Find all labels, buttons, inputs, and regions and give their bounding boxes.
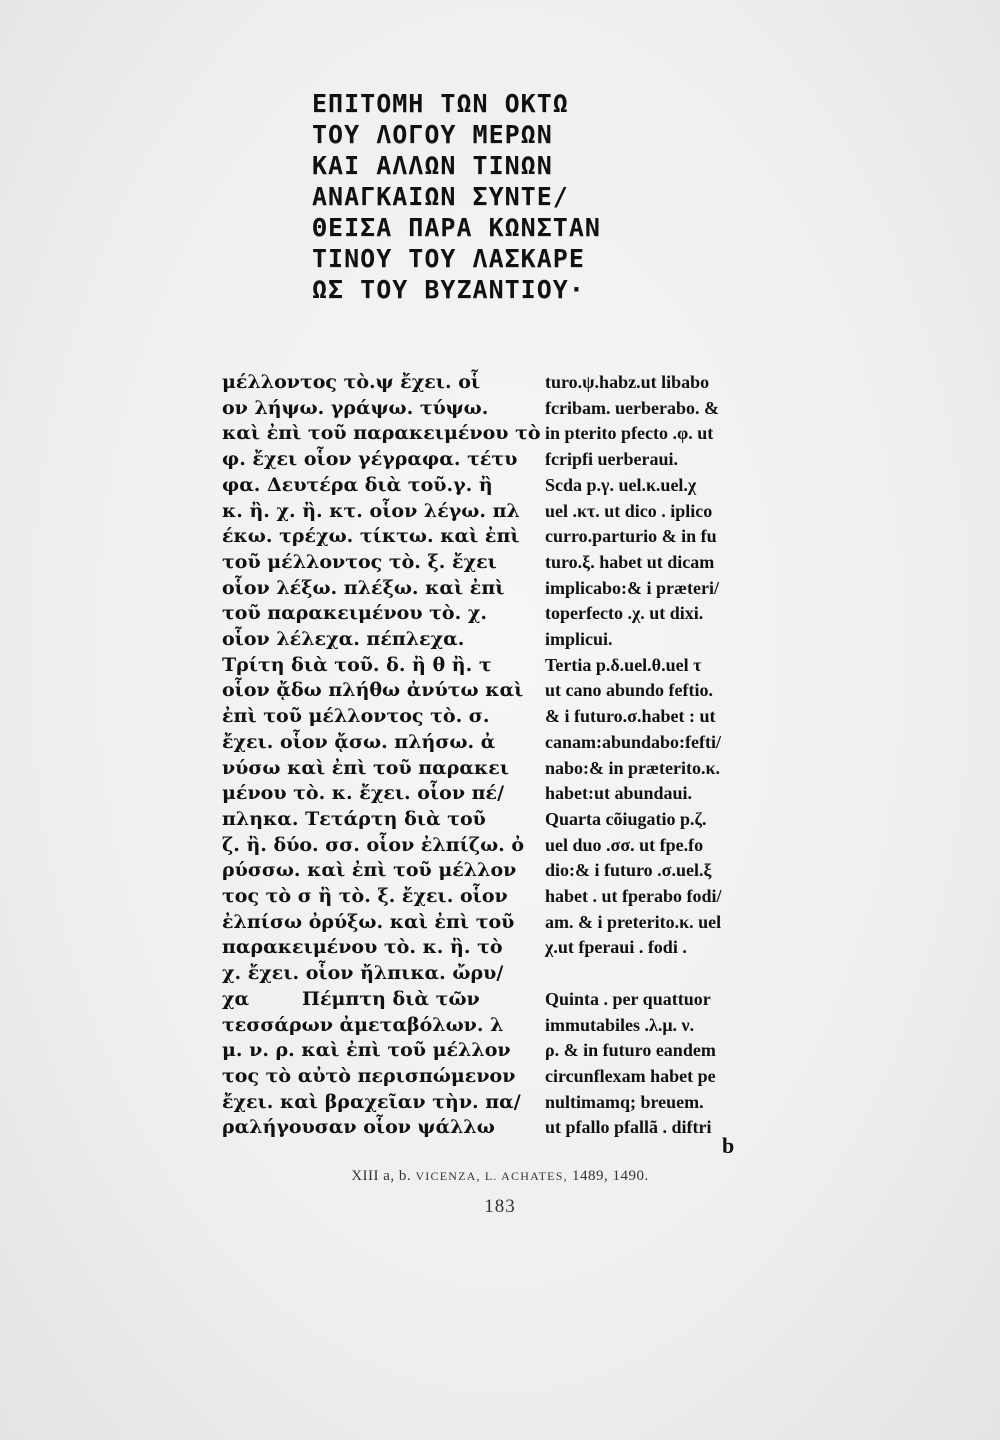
latin-text-line: dio:& i futuro .σ.uel.ξ — [545, 860, 712, 881]
greek-text-line: χ. ἔχει. οἷον ἤλπικα. ὤρυ/ — [222, 962, 504, 985]
greek-text-line: ζ. ἢ. δύο. σσ. οἷον ἐλπίζω. ὀ — [222, 833, 525, 856]
latin-text-line: turo.ξ. habet ut dicam — [545, 551, 715, 572]
greek-text-line: ἔχει. οἷον ᾄσω. πλήσω. ἀ — [222, 730, 496, 753]
greek-text-line: ραλήγουσαν οἷον ψάλλω — [222, 1116, 495, 1139]
title-line: ΚΑΙ ΑΛΛΩΝ ΤΙΝΩΝ — [312, 151, 553, 180]
greek-text-line: ρύσσω. καὶ ἐπὶ τοῦ μέλλον — [222, 859, 517, 882]
greek-title-block — [312, 88, 662, 305]
latin-text-line: am. & i preterito.κ. uel — [545, 911, 722, 932]
greek-text-line: πληκα. Τετάρτη διὰ τοῦ — [222, 807, 486, 830]
greek-text-line: ἔχει. καὶ βραχεῖαν τὴν. πα/ — [222, 1090, 521, 1113]
greek-text-line: ον λήψω. γράψω. τύψω. — [222, 396, 489, 419]
page-number: 183 — [484, 1196, 516, 1217]
latin-text-line: in pterito pfecto .φ. ut — [545, 423, 714, 444]
latin-text-line: Tertia p.δ.uel.θ.uel τ — [545, 654, 702, 675]
latin-text-line: toperfecto .χ. ut dixi. — [545, 603, 704, 624]
latin-text-line: canam:abundabo:fefti/ — [545, 731, 722, 752]
latin-text-line: habet:ut abundaui. — [545, 783, 693, 804]
plate-caption — [0, 1168, 1000, 1185]
greek-text-line: φα. Δευτέρα διὰ τοῦ.γ. ἢ — [222, 473, 493, 496]
latin-text-line: ρ. & in futuro eandem — [545, 1040, 716, 1061]
latin-text-line: uel .κτ. ut dico . iplico — [545, 500, 713, 521]
column-signature-mark: b — [722, 1133, 735, 1158]
greek-text-line: τεσσάρων ἀμεταβόλων. λ — [222, 1013, 504, 1036]
greek-text-line: τος τὸ αὐτὸ περισπώμενον — [222, 1064, 516, 1087]
greek-text-line: μ. ν. ρ. καὶ ἐπὶ τοῦ μέλλον — [222, 1039, 511, 1062]
greek-text-line: τοῦ μέλλοντος τὸ. ξ. ἔχει — [222, 550, 497, 573]
greek-text-line: κ. ἢ. χ. ἢ. κτ. οἷον λέγω. πλ — [222, 499, 520, 522]
greek-text-line: μέλλοντος τὸ.ψ ἔχει. οἷ — [222, 371, 481, 393]
latin-text-line: uel duo .σσ. ut fpe.fo — [545, 834, 704, 855]
greek-text-line: φ. ἔχει οἷον γέγραφα. τέτυ — [222, 448, 518, 471]
greek-text-line: έκω. τρέχω. τίκτω. καὶ ἐπὶ — [222, 525, 520, 548]
greek-text-line: νύσω καὶ ἐπὶ τοῦ παρακει — [222, 756, 510, 779]
latin-text-line: fcripfi uerberaui. — [545, 449, 678, 470]
latin-text-line: & i futuro.σ.habet : ut — [545, 706, 716, 727]
title-line: ΤΙΝΟΥ ΤΟΥ ΛΑΣΚΑΡΕ — [312, 244, 585, 273]
latin-text-line: turo.ψ.habz.ut libabo — [545, 372, 710, 392]
print-years: 1489, 1490. — [572, 1168, 649, 1184]
greek-text-line: οἷον λέλεχα. πέπλεχα. — [222, 628, 465, 651]
greek-text-line: ἐλπίσω ὀρύξω. καὶ ἐπὶ τοῦ — [222, 910, 515, 933]
latin-text-line: immutabiles .λ.μ. ν. — [545, 1014, 695, 1035]
latin-text-line: Quarta cõiugatio p.ζ. — [545, 808, 707, 829]
greek-text-line: τος τὸ σ ἢ τὸ. ξ. ἔχει. οἷον — [222, 885, 508, 908]
latin-text-line: ut cano abundo feftio. — [545, 680, 714, 701]
title-line: ΩΣ ΤΟΥ ΒΥΖΑΝΤΙΟΥ· — [312, 275, 585, 304]
latin-text-line: fcribam. uerberabo. & — [545, 397, 719, 418]
printer-place: VICENZA, L. ACHATES, — [415, 1169, 568, 1183]
title-line: ΘΕΙΣΑ ΠΑΡΑ ΚΩΝΣΤΑΝ — [312, 213, 601, 242]
latin-text-line: Scda p.γ. uel.κ.uel.χ — [545, 474, 697, 495]
plate-number: XIII a, b. — [351, 1168, 412, 1184]
greek-text-line: οἷον λέξω. πλέξω. καὶ ἐπὶ — [222, 576, 505, 599]
title-line: ΑΝΑΓΚΑΙΩΝ ΣΥΝΤΕ/ — [312, 182, 569, 211]
greek-text-line: χα Πέμπτη διὰ τῶν — [222, 987, 480, 1010]
latin-text-line: implicui. — [545, 629, 613, 650]
latin-text-line: nultimamq; breuem. — [545, 1091, 704, 1112]
latin-text-line: implicabo:& i præteri/ — [545, 577, 719, 598]
paragraph-gap — [545, 961, 760, 987]
latin-text-line: circunflexam habet pe — [545, 1065, 716, 1086]
title-line: ΕΠΙΤΟΜΗ ΤΩΝ ΟΚΤΩ — [312, 89, 569, 118]
greek-text-line: ἐπὶ τοῦ μέλλοντος τὸ. σ. — [222, 705, 490, 728]
latin-text-line: Quinta . per quattuor — [545, 988, 711, 1009]
title-line: ΤΟΥ ΛΟΓΟΥ ΜΕΡΩΝ — [312, 120, 553, 149]
latin-text-line: nabo:& in præterito.κ. — [545, 757, 720, 778]
latin-text-line: χ.ut fperaui . fodi . — [545, 937, 687, 958]
greek-text-line: καὶ ἐπὶ τοῦ παρακειμένου τὸ — [222, 422, 541, 445]
latin-text-line: habet . ut fperabo fodi/ — [545, 886, 722, 907]
greek-text-line: οἷον ᾄδω πλήθω ἀνύτω καὶ — [222, 679, 524, 702]
greek-text-line: τοῦ παρακειμένου τὸ. χ. — [222, 602, 487, 625]
greek-text-column — [222, 370, 541, 1141]
latin-text-column — [545, 370, 760, 1141]
greek-text-line: μένου τὸ. κ. ἔχει. οἷον πέ/ — [222, 782, 505, 805]
greek-text-line: Τρίτη διὰ τοῦ. δ. ἢ θ ἢ. τ — [222, 653, 492, 676]
latin-text-line: curro.parturio & in fu — [545, 526, 717, 547]
latin-text-line: ut pfallo pfallã . diftri — [545, 1117, 712, 1138]
greek-text-line: παρακειμένου τὸ. κ. ἢ. τὸ — [222, 936, 503, 959]
